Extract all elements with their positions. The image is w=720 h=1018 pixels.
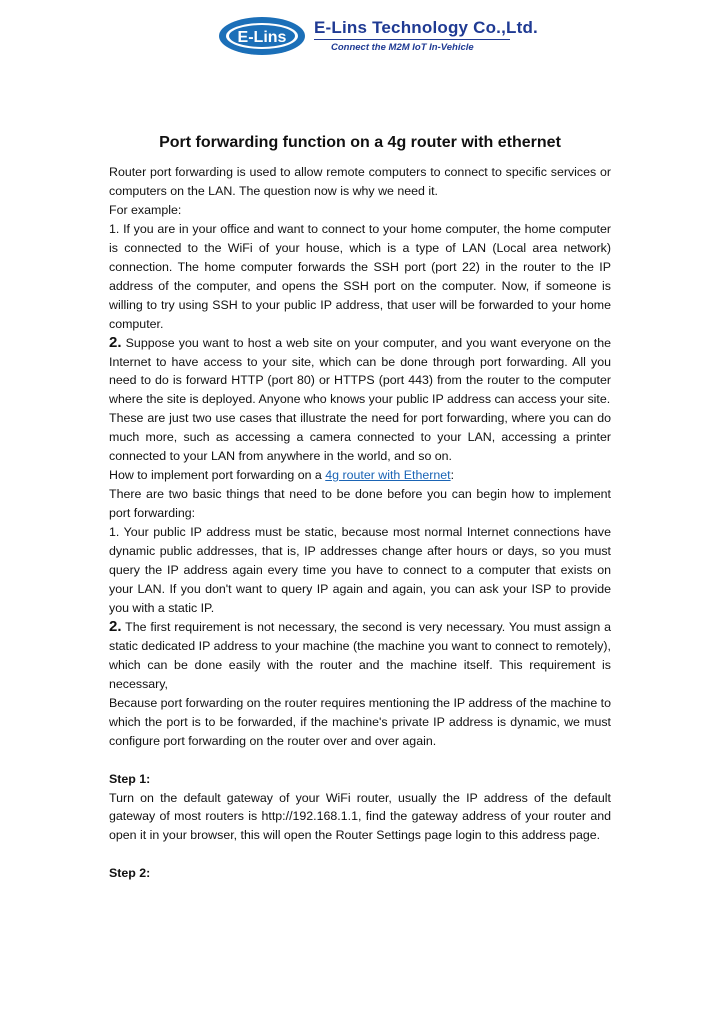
paragraph-use-cases: These are just two use cases that illustrate the need for port forwarding, where you can do much more, such as accessing a camera connected to your LAN, accessing a printer connected to your LAN from anywhere in the world, and so on. bbox=[109, 411, 611, 464]
paragraph-text: Suppose you want to host a web site on your computer, and you want everyone on the Internet to have access to your site, which can be done through port forwarding. All you need to do is forward HTTP (port 80) or HTTPS (port 443) from the router to the computer where the site is deployed. Anyone who knows your public IP address can access your site. bbox=[109, 335, 611, 407]
router-link[interactable]: 4g router with Ethernet bbox=[325, 468, 451, 483]
company-tagline: Connect the M2M IoT In-Vehicle bbox=[331, 42, 474, 53]
company-name: E-Lins Technology Co.,Ltd. bbox=[314, 18, 538, 37]
logo-text: E-Lins bbox=[237, 29, 287, 46]
step-1-text: Turn on the default gateway of your WiFi router, usually the IP address of the default gateway of most routers is http://192.168.1.1, find the gateway address of your router and open it in your browser, this will open the Router Settings page login to this address page. bbox=[109, 790, 611, 843]
paragraph-requirement-1: 1. Your public IP address must be static, because most normal Internet connections have dynamic public addresses, that is, IP addresses change after hours or days, so you must query the IP address again every time you have to connect to a computer that exists on your LAN. If you don't want to query IP again and again, you can ask your ISP to provide you with a static IP. bbox=[109, 525, 611, 615]
how-to-colon: : bbox=[450, 468, 455, 483]
page-title: Port forwarding function on a 4g router with ethernet bbox=[159, 134, 561, 151]
document-header bbox=[0, 0, 720, 70]
list-number: 2. bbox=[109, 617, 122, 635]
spacer bbox=[109, 751, 611, 770]
paragraph-because: Because port forwarding on the router requires mentioning the IP address of the machine to which the port is to be forwarded, if the machine's private IP address is dynamic, we must configure port forwarding on the router over and over again. bbox=[109, 695, 611, 748]
paragraph-example-2 bbox=[109, 334, 611, 410]
paragraph-intro: Router port forwarding is used to allow remote computers to connect to specific services or computers on the LAN. The question now is why we need it. bbox=[109, 165, 611, 198]
paragraph-example-1: 1. If you are in your office and want to connect to your home computer, the home computer is connected to the WiFi of your house, which is a type of LAN (Local area network) connection. The home computer forwards the SSH port (port 22) in the router to the IP address of the computer, and opens the SSH port on the computer. Now, if someone is willing to try using SSH to your public IP address, that user will be forwarded to your home computer. bbox=[109, 221, 611, 331]
company-logo bbox=[218, 14, 308, 58]
paragraph-text: The first requirement is not necessary, the second is very necessary. You must assign a static dedicated IP address to your machine (the machine you want to connect to remotely), which can be done easily with the router and the machine itself. This requirement is necessary, bbox=[109, 619, 611, 691]
how-to-text: How to implement port forwarding on a bbox=[109, 468, 326, 483]
header-rule bbox=[314, 39, 510, 40]
paragraph-requirement-2 bbox=[109, 618, 611, 694]
paragraph-how-to bbox=[109, 466, 611, 485]
spacer bbox=[109, 845, 611, 864]
paragraph-requirements-intro: There are two basic things that need to be done before you can begin how to implement port forwarding: bbox=[109, 487, 611, 521]
document-body bbox=[109, 163, 611, 883]
paragraph-example-label: For example: bbox=[109, 202, 182, 217]
step-2-heading: Step 2: bbox=[109, 866, 151, 881]
list-number: 2. bbox=[109, 333, 122, 351]
e-lins-logo-icon bbox=[218, 14, 308, 58]
step-1-heading: Step 1: bbox=[109, 771, 151, 786]
